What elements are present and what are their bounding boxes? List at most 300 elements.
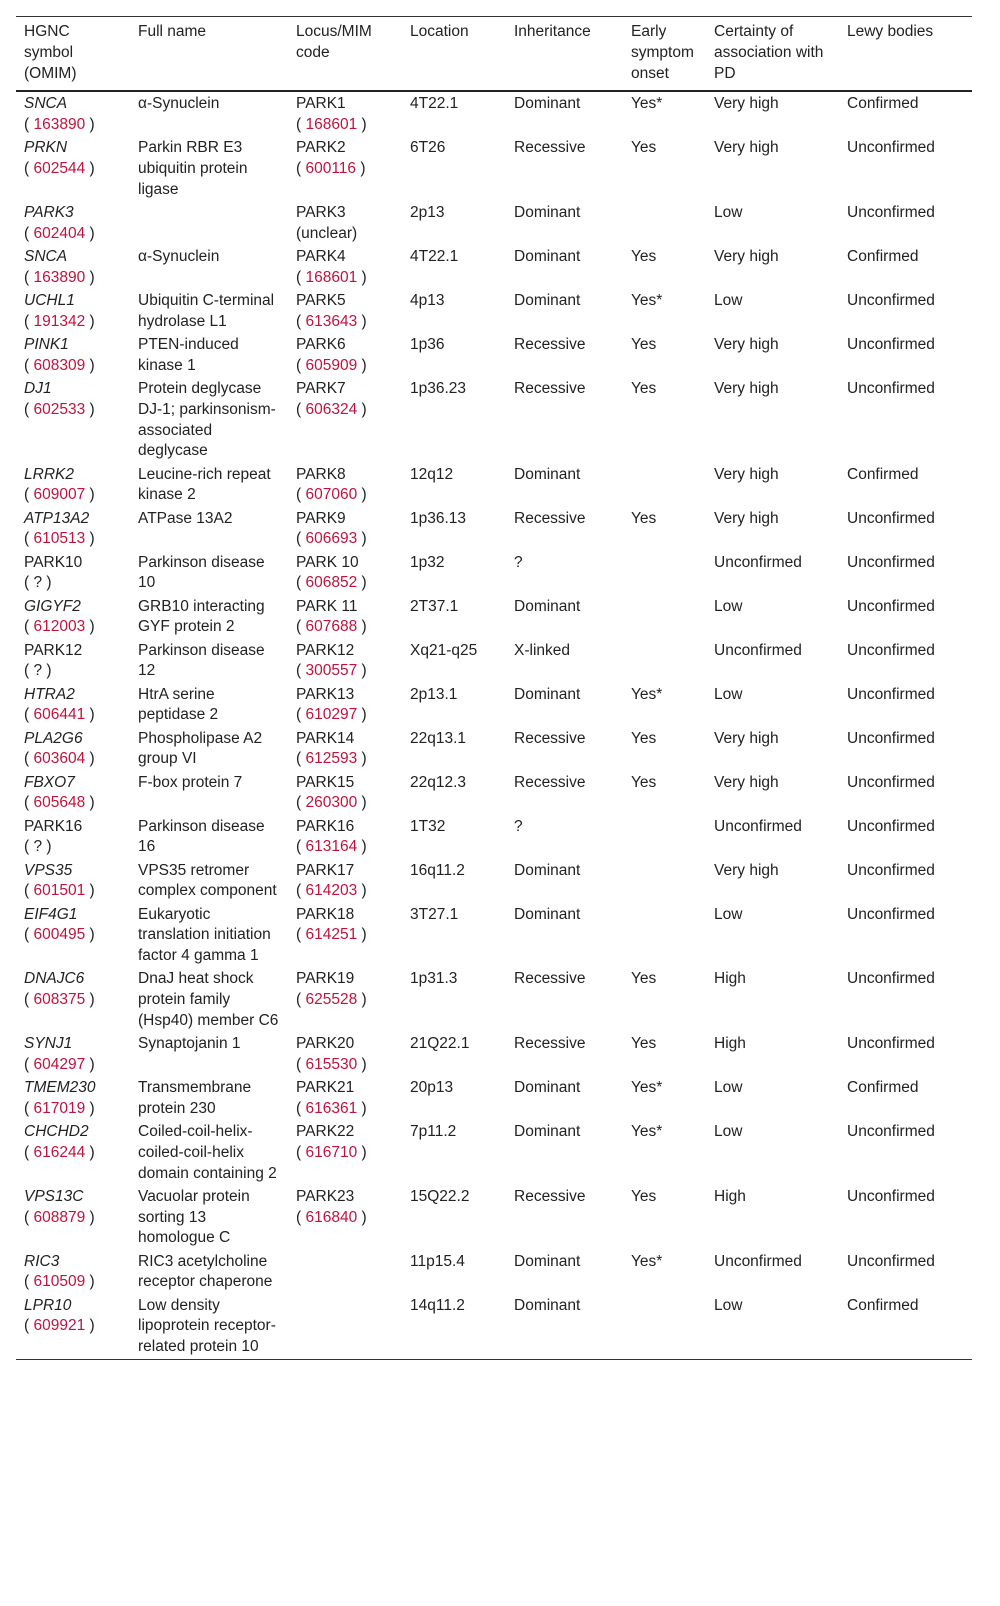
- cell-certainty: Very high: [714, 139, 779, 157]
- cell-lewy-bodies: Confirmed: [847, 95, 919, 113]
- cell-certainty: Low: [714, 1296, 743, 1314]
- table-header: [16, 17, 972, 92]
- gene-symbol: PARK12: [24, 641, 83, 659]
- omim-link[interactable]: 601501: [33, 882, 86, 900]
- cell-hgnc-symbol: [16, 202, 130, 246]
- cell-location: 22q13.1: [410, 729, 467, 747]
- cell-lewy-bodies: Unconfirmed: [847, 204, 935, 222]
- cell-location: 1p36: [410, 336, 445, 354]
- table-row: [16, 334, 972, 378]
- table-body: [16, 91, 972, 1359]
- cell-certainty: Low: [714, 597, 743, 615]
- header-hgnc-symbol: HGNC symbol (OMIM): [24, 23, 77, 82]
- mim-link[interactable]: 606324: [305, 400, 358, 418]
- mim-link[interactable]: 614203: [305, 882, 358, 900]
- mim-link-close-paren: ): [357, 1055, 367, 1073]
- mim-link-open-paren: (: [296, 486, 306, 504]
- omim-link[interactable]: 191342: [33, 312, 86, 330]
- table-row: [16, 552, 972, 596]
- cell-location: 1p32: [410, 553, 445, 571]
- omim-link-open-paren: (: [24, 706, 34, 724]
- omim-link[interactable]: 612003: [33, 618, 86, 636]
- cell-inheritance: Dominant: [514, 905, 581, 923]
- table-row: [16, 904, 972, 969]
- cell-location: 16q11.2: [410, 861, 465, 879]
- cell-hgnc-symbol: [16, 1251, 130, 1295]
- omim-code-close-paren: ): [42, 574, 52, 592]
- gene-symbol: ATP13A2: [24, 509, 90, 527]
- omim-link[interactable]: 602404: [33, 224, 86, 242]
- cell-certainty: High: [714, 1187, 746, 1205]
- gene-symbol: VPS35: [24, 861, 73, 879]
- cell-full-name: α-Synuclein: [138, 248, 220, 266]
- cell-lewy-bodies: Unconfirmed: [847, 729, 935, 747]
- mim-link-open-paren: (: [296, 794, 306, 812]
- locus-code: PARK13: [296, 685, 355, 703]
- mim-link-open-paren: (: [296, 926, 306, 944]
- cell-hgnc-symbol: [16, 378, 130, 464]
- header-early-onset: Early symptom onset: [631, 23, 694, 82]
- omim-link[interactable]: 605648: [33, 794, 86, 812]
- gene-table-container: [16, 16, 972, 1360]
- cell-early-onset: Yes: [631, 729, 657, 747]
- mim-link-open-paren: (: [296, 312, 306, 330]
- mim-link-close-paren: ): [357, 794, 367, 812]
- cell-certainty: Low: [714, 1123, 743, 1141]
- omim-link-close-paren: ): [85, 268, 95, 286]
- omim-link-open-paren: (: [24, 356, 34, 374]
- cell-certainty: Low: [714, 1079, 743, 1097]
- cell-inheritance: Recessive: [514, 970, 586, 988]
- cell-location: 2T37.1: [410, 597, 459, 615]
- gene-symbol: DNAJC6: [24, 970, 85, 988]
- mim-link-open-paren: (: [296, 1099, 306, 1117]
- cell-full-name: ATPase 13A2: [138, 509, 233, 527]
- cell-hgnc-symbol: [16, 1121, 130, 1186]
- mim-link[interactable]: 600116: [305, 160, 357, 178]
- mim-link[interactable]: 300557: [305, 662, 358, 680]
- cell-inheritance: Recessive: [514, 509, 586, 527]
- locus-code: PARK18: [296, 905, 355, 923]
- cell-hgnc-symbol: [16, 334, 130, 378]
- cell-location: 15Q22.2: [410, 1187, 470, 1205]
- mim-link[interactable]: 607688: [305, 618, 358, 636]
- omim-code: ?: [33, 838, 43, 856]
- header-lewy-bodies: Lewy bodies: [847, 23, 934, 40]
- gene-symbol: SYNJ1: [24, 1035, 73, 1053]
- header-certainty: Certainty of association with PD: [714, 23, 824, 82]
- cell-hgnc-symbol: [16, 684, 130, 728]
- gene-symbol: PLA2G6: [24, 729, 83, 747]
- mim-link-open-paren: (: [296, 706, 306, 724]
- cell-certainty: Low: [714, 204, 743, 222]
- cell-early-onset: [623, 596, 706, 640]
- omim-link-open-paren: (: [24, 1317, 34, 1335]
- table-row: [16, 640, 972, 684]
- locus-code: PARK19: [296, 970, 355, 988]
- table-row: [16, 1033, 972, 1077]
- omim-link[interactable]: 602533: [33, 400, 86, 418]
- cell-certainty: Unconfirmed: [714, 1252, 802, 1270]
- mim-link[interactable]: 616840: [305, 1208, 358, 1226]
- cell-location: 1p36.13: [410, 509, 467, 527]
- gene-symbol: LPR10: [24, 1296, 72, 1314]
- cell-early-onset: Yes: [631, 248, 657, 266]
- locus-code: PARK15: [296, 773, 355, 791]
- cell-early-onset: [623, 904, 706, 969]
- gene-symbol: FBXO7: [24, 773, 75, 791]
- cell-early-onset: Yes: [631, 1035, 657, 1053]
- cell-full-name: Parkinson disease 10: [138, 553, 265, 592]
- cell-location: 4T22.1: [410, 248, 459, 266]
- gene-symbol: PARK16: [24, 817, 83, 835]
- omim-link-close-paren: ): [85, 618, 95, 636]
- mim-link-open-paren: (: [296, 1143, 306, 1161]
- cell-certainty: Low: [714, 292, 743, 310]
- cell-locus-mim: [288, 1121, 402, 1186]
- table-row: [16, 202, 972, 246]
- cell-full-name: Protein deglycase DJ-1; parkinsonism-associated deglycase: [138, 380, 276, 460]
- mim-link[interactable]: 613643: [305, 312, 358, 330]
- mim-link[interactable]: 616710: [305, 1143, 358, 1161]
- omim-link-open-paren: (: [24, 794, 34, 812]
- cell-early-onset: [623, 202, 706, 246]
- mim-link-open-paren: (: [296, 268, 306, 286]
- omim-link-close-paren: ): [85, 530, 95, 548]
- mim-link[interactable]: 260300: [305, 794, 358, 812]
- cell-inheritance: Dominant: [514, 1123, 581, 1141]
- omim-link-close-paren: ): [85, 926, 95, 944]
- omim-link[interactable]: 608879: [33, 1208, 86, 1226]
- cell-hgnc-symbol: [16, 137, 130, 202]
- table-row: [16, 1077, 972, 1121]
- cell-early-onset: Yes*: [631, 95, 663, 113]
- mim-link[interactable]: 605909: [305, 356, 358, 374]
- cell-inheritance: Recessive: [514, 139, 586, 157]
- cell-locus-mim: [288, 860, 402, 904]
- omim-link-close-paren: ): [85, 486, 95, 504]
- locus-code: PARK4: [296, 248, 346, 266]
- cell-locus-mim: [288, 1251, 402, 1295]
- cell-lewy-bodies: Unconfirmed: [847, 509, 935, 527]
- cell-locus-mim: [288, 246, 402, 290]
- omim-link-open-paren: (: [24, 1273, 34, 1291]
- cell-locus-mim: [288, 772, 402, 816]
- mim-link[interactable]: 610297: [305, 706, 358, 724]
- cell-early-onset: Yes: [631, 773, 657, 791]
- omim-code-open-paren: (: [24, 662, 34, 680]
- omim-link-open-paren: (: [24, 750, 34, 768]
- omim-link[interactable]: 609921: [33, 1317, 86, 1335]
- omim-link[interactable]: 617019: [33, 1099, 86, 1117]
- omim-link-close-paren: ): [85, 356, 95, 374]
- locus-code: PARK 11: [296, 597, 358, 615]
- omim-link-close-paren: ): [85, 116, 95, 134]
- mim-link-close-paren: ): [357, 574, 367, 592]
- cell-full-name: Phospholipase A2 group VI: [138, 729, 263, 768]
- table-row: [16, 290, 972, 334]
- cell-location: 2p13: [410, 204, 445, 222]
- omim-link[interactable]: 604297: [33, 1055, 86, 1073]
- cell-early-onset: Yes*: [631, 1252, 663, 1270]
- mim-link-open-paren: (: [296, 750, 306, 768]
- omim-link[interactable]: 616244: [33, 1143, 86, 1161]
- cell-inheritance: ?: [514, 553, 523, 571]
- cell-location: 4T22.1: [410, 95, 459, 113]
- cell-inheritance: Dominant: [514, 248, 581, 266]
- mim-link[interactable]: 614251: [305, 926, 358, 944]
- omim-link[interactable]: 602544: [33, 160, 86, 178]
- cell-hgnc-symbol: [16, 290, 130, 334]
- mim-link-close-paren: ): [357, 1099, 367, 1117]
- omim-link-close-paren: ): [85, 1273, 95, 1291]
- cell-full-name: Coiled-coil-helix-coiled-coil-helix domain containing 2: [138, 1123, 277, 1182]
- cell-location: 2p13.1: [410, 685, 458, 703]
- cell-lewy-bodies: Unconfirmed: [847, 861, 935, 879]
- cell-inheritance: Recessive: [514, 1187, 586, 1205]
- cell-early-onset: [623, 816, 706, 860]
- cell-full-name: Vacuolar protein sorting 13 homologue C: [138, 1187, 250, 1247]
- cell-hgnc-symbol: [16, 728, 130, 772]
- cell-location: 1p31.3: [410, 970, 458, 988]
- cell-lewy-bodies: Unconfirmed: [847, 292, 935, 310]
- omim-link-close-paren: ): [85, 1143, 95, 1161]
- mim-link[interactable]: 606852: [305, 574, 358, 592]
- cell-full-name: Eukaryotic translation initiation factor 4 gamma 1: [138, 905, 271, 965]
- gene-symbol: SNCA: [24, 248, 68, 266]
- cell-full-name: α-Synuclein: [138, 95, 220, 113]
- omim-link-open-paren: (: [24, 1143, 34, 1161]
- gene-symbol: VPS13C: [24, 1187, 84, 1205]
- locus-code: PARK3 (unclear): [296, 204, 358, 242]
- cell-early-onset: Yes: [631, 380, 657, 398]
- mim-link[interactable]: 606693: [305, 530, 358, 548]
- locus-code: PARK 10: [296, 553, 359, 571]
- cell-certainty: Low: [714, 905, 743, 923]
- gene-symbol: PINK1: [24, 336, 69, 354]
- cell-location: 22q12.3: [410, 773, 467, 791]
- cell-early-onset: Yes: [631, 509, 657, 527]
- mim-link[interactable]: 616361: [305, 1099, 358, 1117]
- cell-hgnc-symbol: [16, 508, 130, 552]
- mim-link-close-paren: ): [357, 400, 367, 418]
- omim-link[interactable]: 609007: [33, 486, 86, 504]
- cell-full-name: HtrA serine peptidase 2: [138, 685, 219, 724]
- cell-early-onset: Yes*: [631, 685, 663, 703]
- gene-symbol: CHCHD2: [24, 1123, 89, 1141]
- cell-certainty: Very high: [714, 336, 779, 354]
- cell-inheritance: Dominant: [514, 685, 581, 703]
- cell-certainty: Very high: [714, 509, 779, 527]
- mim-link-open-paren: (: [296, 116, 306, 134]
- omim-link-open-paren: (: [24, 882, 34, 900]
- cell-location: 4p13: [410, 292, 445, 310]
- cell-full-name: F-box protein 7: [138, 773, 243, 791]
- header-location: Location: [410, 23, 469, 40]
- table-row: [16, 1121, 972, 1186]
- cell-lewy-bodies: Unconfirmed: [847, 970, 935, 988]
- omim-link[interactable]: 163890: [33, 268, 86, 286]
- mim-link-close-paren: ): [357, 882, 367, 900]
- cell-locus-mim: [288, 968, 402, 1033]
- locus-code: PARK5: [296, 292, 346, 310]
- cell-lewy-bodies: Confirmed: [847, 1079, 919, 1097]
- cell-early-onset: Yes*: [631, 1079, 663, 1097]
- cell-inheritance: Dominant: [514, 1079, 581, 1097]
- cell-inheritance: Dominant: [514, 1296, 581, 1314]
- cell-location: 3T27.1: [410, 905, 459, 923]
- cell-location: 7p11.2: [410, 1123, 457, 1141]
- omim-link[interactable]: 610509: [33, 1273, 86, 1291]
- header-inheritance: Inheritance: [514, 23, 591, 40]
- cell-lewy-bodies: Unconfirmed: [847, 685, 935, 703]
- locus-code: PARK20: [296, 1035, 355, 1053]
- locus-code: PARK23: [296, 1187, 355, 1205]
- omim-link[interactable]: 610513: [33, 530, 86, 548]
- cell-locus-mim: [288, 1295, 402, 1360]
- cell-early-onset: Yes: [631, 336, 657, 354]
- cell-locus-mim: [288, 1077, 402, 1121]
- gene-symbol: DJ1: [24, 380, 52, 398]
- omim-link[interactable]: 603604: [33, 750, 86, 768]
- cell-inheritance: Dominant: [514, 1252, 581, 1270]
- mim-link-close-paren: ): [357, 991, 367, 1009]
- cell-lewy-bodies: Unconfirmed: [847, 817, 935, 835]
- cell-hgnc-symbol: [16, 904, 130, 969]
- gene-symbol: PARK3: [24, 204, 74, 222]
- omim-link-close-paren: ): [85, 1099, 95, 1117]
- cell-full-name: GRB10 interacting GYF protein 2: [138, 597, 265, 636]
- cell-full-name: VPS35 retromer complex component: [138, 861, 277, 900]
- cell-inheritance: Dominant: [514, 861, 581, 879]
- mim-link[interactable]: 168601: [305, 116, 358, 134]
- cell-lewy-bodies: Unconfirmed: [847, 1035, 935, 1053]
- locus-code: PARK14: [296, 729, 355, 747]
- mim-link-open-paren: (: [296, 574, 306, 592]
- cell-lewy-bodies: Unconfirmed: [847, 905, 935, 923]
- mim-link[interactable]: 613164: [305, 838, 358, 856]
- mim-link[interactable]: 625528: [305, 991, 358, 1009]
- gene-symbol: UCHL1: [24, 292, 75, 310]
- omim-link-open-paren: (: [24, 991, 34, 1009]
- cell-locus-mim: [288, 508, 402, 552]
- cell-early-onset: [623, 552, 706, 596]
- cell-certainty: Low: [714, 685, 743, 703]
- table-row: [16, 1251, 972, 1295]
- cell-location: 12q12: [410, 465, 454, 483]
- cell-lewy-bodies: Unconfirmed: [847, 1123, 935, 1141]
- cell-early-onset: Yes*: [631, 1123, 663, 1141]
- cell-locus-mim: [288, 137, 402, 202]
- cell-lewy-bodies: Confirmed: [847, 248, 919, 266]
- table-row: [16, 968, 972, 1033]
- cell-certainty: Very high: [714, 729, 779, 747]
- omim-link-open-paren: (: [24, 1055, 34, 1073]
- cell-certainty: Unconfirmed: [714, 553, 802, 571]
- mim-link[interactable]: 612593: [305, 750, 358, 768]
- cell-full-name: Transmembrane protein 230: [138, 1079, 252, 1117]
- cell-location: 1T32: [410, 817, 446, 835]
- omim-link-close-paren: ): [85, 160, 95, 178]
- locus-code: PARK6: [296, 336, 346, 354]
- cell-hgnc-symbol: [16, 246, 130, 290]
- cell-locus-mim: [288, 728, 402, 772]
- omim-link[interactable]: 606441: [33, 706, 86, 724]
- table-row: [16, 508, 972, 552]
- cell-full-name: Low density lipoprotein receptor-related protein 10: [138, 1296, 276, 1356]
- mim-link-close-paren: ): [357, 1208, 367, 1226]
- cell-locus-mim: [288, 202, 402, 246]
- omim-code-open-paren: (: [24, 574, 34, 592]
- mim-link-close-paren: ): [357, 926, 367, 944]
- cell-locus-mim: [288, 1033, 402, 1077]
- header-full-name: Full name: [138, 23, 207, 40]
- cell-locus-mim: [288, 640, 402, 684]
- omim-link[interactable]: 608375: [33, 991, 86, 1009]
- mim-link-close-paren: ): [357, 268, 367, 286]
- cell-locus-mim: [288, 596, 402, 640]
- omim-code: ?: [33, 574, 43, 592]
- omim-link[interactable]: 600495: [33, 926, 86, 944]
- mim-link-open-paren: (: [296, 400, 306, 418]
- gene-symbol: PARK10: [24, 553, 83, 571]
- cell-hgnc-symbol: [16, 1077, 130, 1121]
- cell-full-name: Parkinson disease 16: [138, 817, 265, 856]
- mim-link-close-paren: ): [357, 312, 367, 330]
- cell-inheritance: Dominant: [514, 597, 581, 615]
- omim-link-open-paren: (: [24, 116, 34, 134]
- omim-link-close-paren: ): [85, 400, 95, 418]
- mim-link-close-paren: ): [357, 750, 367, 768]
- omim-code: ?: [33, 662, 43, 680]
- cell-certainty: Unconfirmed: [714, 817, 802, 835]
- cell-lewy-bodies: Unconfirmed: [847, 1187, 935, 1205]
- omim-link-open-paren: (: [24, 160, 34, 178]
- omim-link-close-paren: ): [85, 1055, 95, 1073]
- cell-hgnc-symbol: [16, 640, 130, 684]
- cell-lewy-bodies: Unconfirmed: [847, 336, 935, 354]
- cell-inheritance: Recessive: [514, 1035, 586, 1053]
- mim-link[interactable]: 168601: [305, 268, 358, 286]
- mim-link-open-paren: (: [296, 1208, 306, 1226]
- cell-lewy-bodies: Unconfirmed: [847, 553, 935, 571]
- omim-link-open-paren: (: [24, 530, 34, 548]
- cell-early-onset: Yes: [631, 970, 657, 988]
- cell-locus-mim: [288, 1186, 402, 1251]
- omim-link-close-paren: ): [85, 794, 95, 812]
- cell-inheritance: Recessive: [514, 729, 586, 747]
- gene-symbol: LRRK2: [24, 465, 74, 483]
- cell-inheritance: Recessive: [514, 380, 586, 398]
- cell-full-name: Synaptojanin 1: [138, 1035, 241, 1053]
- gene-symbol: SNCA: [24, 95, 68, 113]
- mim-link[interactable]: 607060: [305, 486, 358, 504]
- mim-link[interactable]: 615530: [305, 1055, 358, 1073]
- cell-inheritance: Dominant: [514, 95, 581, 113]
- omim-link-close-paren: ): [85, 882, 95, 900]
- omim-link[interactable]: 163890: [33, 116, 86, 134]
- cell-hgnc-symbol: [16, 1295, 130, 1360]
- cell-location: 14q11.2: [410, 1296, 465, 1314]
- cell-certainty: Very high: [714, 95, 779, 113]
- table-row: [16, 91, 972, 137]
- cell-certainty: High: [714, 1035, 746, 1053]
- omim-link-open-paren: (: [24, 926, 34, 944]
- omim-link[interactable]: 608309: [33, 356, 86, 374]
- omim-code-close-paren: ): [42, 838, 52, 856]
- cell-locus-mim: [288, 91, 402, 137]
- mim-link-open-paren: (: [296, 838, 306, 856]
